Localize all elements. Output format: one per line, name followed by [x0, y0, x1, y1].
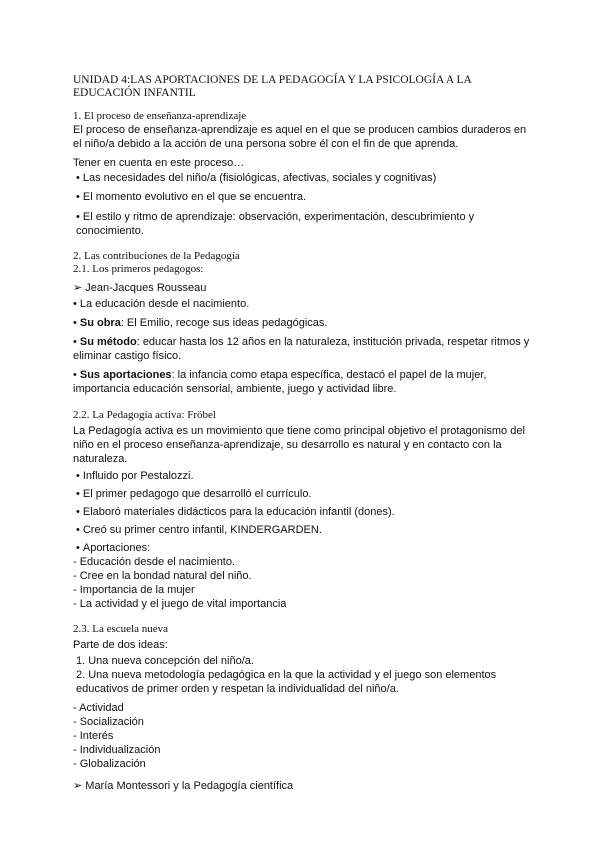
bullet-icon: • — [73, 298, 77, 310]
section-2-1-heading: 2.1. Los primeros pedagogos: — [73, 263, 204, 275]
aportaciones-list — [73, 555, 533, 611]
section-1-heading: 1. El proceso de enseñanza-aprendizaje — [73, 110, 247, 122]
bullet-icon: • — [76, 524, 80, 536]
bullet-icon: • — [76, 506, 80, 518]
list-item: • Su método: educar hasta los 12 años en la naturaleza, institución privada, respetar ritmos y eliminar castigo físico. — [73, 336, 530, 362]
bullet-icon: • — [76, 191, 80, 203]
bullet-icon: • — [76, 542, 80, 554]
principios-list — [73, 701, 533, 771]
section-2-heading: 2. Las contribuciones de la Pedagogía — [73, 250, 240, 262]
list-item: 1. Una nueva concepción del niño/a. — [76, 655, 254, 667]
section-2-2-heading: 2.2. La Pedagogía activa: Fröbel — [73, 409, 216, 421]
list-item: • Sus aportaciones: la infancia como etapa específica, destacó el papel de la mujer, importancia educación sensorial, ambiente, juego y actividad libre. — [73, 369, 487, 395]
list-item: • El momento evolutivo en el que se encuentra. — [76, 191, 307, 203]
section-2-3-heading: 2.3. La escuela nueva — [73, 623, 168, 635]
montessori-item: ➢ María Montessori y la Pedagogía científica — [73, 780, 294, 792]
activa-intro: La Pedagogía activa es un movimiento que tiene como principal objetivo el protagonismo del niño en el proceso enseñanza-aprendizaje, su desarrollo es natural y en contacto con la naturaleza. — [73, 425, 525, 465]
list-item: • La educación desde el nacimiento. — [73, 298, 250, 310]
list-item: • Elaboró materiales didácticos para la educación infantil (dones). — [76, 506, 395, 518]
bullet-icon: • — [76, 211, 80, 223]
bullet-icon: • — [73, 317, 77, 329]
s1-bullet-list — [73, 171, 533, 238]
rousseau-item: ➢ Jean-Jacques Rousseau — [73, 282, 207, 294]
bullet-icon: • — [76, 488, 80, 500]
page-title: UNIDAD 4:LAS APORTACIONES DE LA PEDAGOGÍA Y LA PSICOLOGÍA A LA EDUCACIÓN INFANTIL — [73, 74, 472, 99]
s1-lead: Tener en cuenta en este proceso… — [73, 157, 245, 169]
list-item: - Cree en la bondad natural del niño. — [73, 570, 252, 582]
list-item: - La actividad y el juego de vital importancia — [73, 598, 287, 610]
nueva-lead: Parte de dos ideas: — [73, 639, 168, 651]
list-item: - Importancia de la mujer — [73, 584, 195, 596]
bullet-icon: • — [76, 470, 80, 482]
document-page — [73, 74, 533, 793]
list-item: - Socialización — [73, 716, 144, 728]
list-item: - Interés — [73, 730, 114, 742]
list-item: • Creó su primer centro infantil, KINDERGARDEN. — [76, 524, 322, 536]
list-item: - Educación desde el nacimiento. — [73, 556, 236, 568]
list-item: • El estilo y ritmo de aprendizaje: observación, experimentación, descubrimiento y conocimiento. — [76, 211, 475, 237]
list-item: - Globalización — [73, 758, 146, 770]
list-item: • El primer pedagogo que desarrolló el currículo. — [76, 488, 312, 500]
bullet-icon: • — [73, 369, 77, 381]
arrow-bullet-icon: ➢ — [73, 780, 83, 792]
bullet-icon: • — [73, 336, 77, 348]
list-item: • Su obra: El Emilio, recoge sus ideas pedagógicas. — [73, 317, 328, 329]
ideas-list — [73, 654, 533, 696]
frobel-bullet-list — [73, 469, 533, 555]
rousseau-bullet-list — [73, 297, 533, 396]
list-item: • Aportaciones: — [76, 542, 151, 554]
arrow-bullet-icon: ➢ — [73, 282, 83, 294]
bullet-icon: • — [76, 172, 80, 184]
s1-intro: El proceso de enseñanza-aprendizaje es aquel en el que se producen cambios duraderos en el niño/a debido a la acción de una persona sobre él con el fin de que aprenda. — [73, 124, 527, 150]
list-item: • Las necesidades del niño/a (fisiológicas, afectivas, sociales y cognitivas) — [76, 172, 437, 184]
list-item: 2. Una nueva metodología pedagógica en la que la actividad y el juego son elementos educativos de primer orden y respetan la individualidad del niño/a. — [76, 669, 497, 695]
list-item: - Actividad — [73, 702, 124, 714]
list-item: - Individualización — [73, 744, 161, 756]
list-item: • Influido por Pestalozzi. — [76, 470, 194, 482]
